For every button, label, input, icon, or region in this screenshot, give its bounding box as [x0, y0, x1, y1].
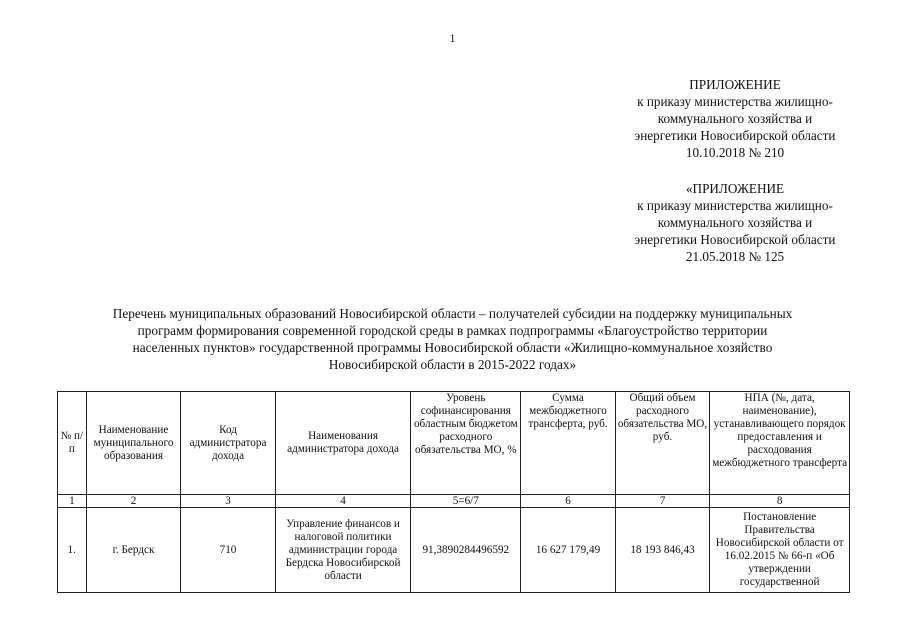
appendix-line: к приказу министерства жилищно-: [637, 198, 833, 213]
appendix-current-block: [600, 76, 870, 161]
appendix-line: к приказу министерства жилищно-: [637, 94, 833, 109]
table-row: [58, 508, 850, 593]
header-transfer-sum: Сумма межбюджетного трансферта, руб.: [521, 392, 616, 495]
cell-transfer-sum: 16 627 179,49: [521, 508, 616, 593]
appendix-line: коммунального хозяйства и: [657, 111, 813, 126]
column-number: 7: [615, 495, 710, 508]
header-cofinancing-level: Уровень софинансирования областным бюджетом расходного обязательства МО, %: [411, 392, 521, 495]
header-administrator: Наименования администратора дохода: [275, 392, 411, 495]
cell-total-obligation: 18 193 846,43: [615, 508, 710, 593]
municipalities-table: [57, 391, 850, 593]
column-number: 4: [275, 495, 411, 508]
header-number: № п/п: [58, 392, 87, 495]
appendix-line: энергетики Новосибирской области: [634, 232, 836, 247]
page-number: 1: [449, 31, 456, 45]
column-number: 5=6/7: [411, 495, 521, 508]
administrator-text: Управление финансов и налоговой политики администрации города Бердска Новосибирской области: [285, 517, 401, 582]
title-line: населенных пунктов» государственной программы Новосибирской области «Жилищно-коммунальное хозяйство: [132, 340, 773, 355]
npa-text: Постановление Правительства Новосибирской области от 16.02.2015 № 66-п «Об утверждении государственной: [715, 511, 844, 588]
cell-code: 710: [181, 508, 276, 593]
table-header-row: [58, 392, 850, 495]
header-municipality: Наименование муниципального образования: [86, 392, 181, 495]
appendix-previous-block: [600, 180, 870, 265]
column-number: 2: [86, 495, 181, 508]
title-line: программ формирования современной городской среды в рамках подпрограммы «Благоустройство территории: [137, 323, 768, 338]
cell-npa: [710, 508, 850, 593]
header-npa: НПА (№, дата, наименование), устанавливающего порядок предоставления и расходования межбюджетного трансферта: [710, 392, 850, 495]
appendix-date-number: 21.05.2018 № 125: [685, 249, 785, 264]
cell-cofinancing-level: 91,3890284496592: [411, 508, 521, 593]
title-line: Новосибирской области в 2015-2022 годах»: [328, 357, 577, 372]
title-line: Перечень муниципальных образований Новосибирской области – получателей субсидии на поддержку муниципальных: [112, 306, 793, 321]
appendix-line: энергетики Новосибирской области: [634, 128, 836, 143]
appendix-line: ПРИЛОЖЕНИЕ: [689, 77, 781, 92]
column-number: 8: [710, 495, 850, 508]
cell-municipality: г. Бердск: [86, 508, 181, 593]
appendix-date-number: 10.10.2018 № 210: [685, 145, 785, 160]
column-number-row: [58, 495, 850, 508]
column-number: 3: [181, 495, 276, 508]
appendix-line: «ПРИЛОЖЕНИЕ: [685, 181, 785, 196]
cell-number: 1.: [58, 508, 87, 593]
cell-administrator: [275, 508, 411, 593]
header-code: Код администратора дохода: [181, 392, 276, 495]
column-number: 6: [521, 495, 616, 508]
appendix-line: коммунального хозяйства и: [657, 215, 813, 230]
column-number: 1: [58, 495, 87, 508]
header-total-obligation: Общий объем расходного обязательства МО, руб.: [615, 392, 710, 495]
document-title: [60, 305, 845, 373]
